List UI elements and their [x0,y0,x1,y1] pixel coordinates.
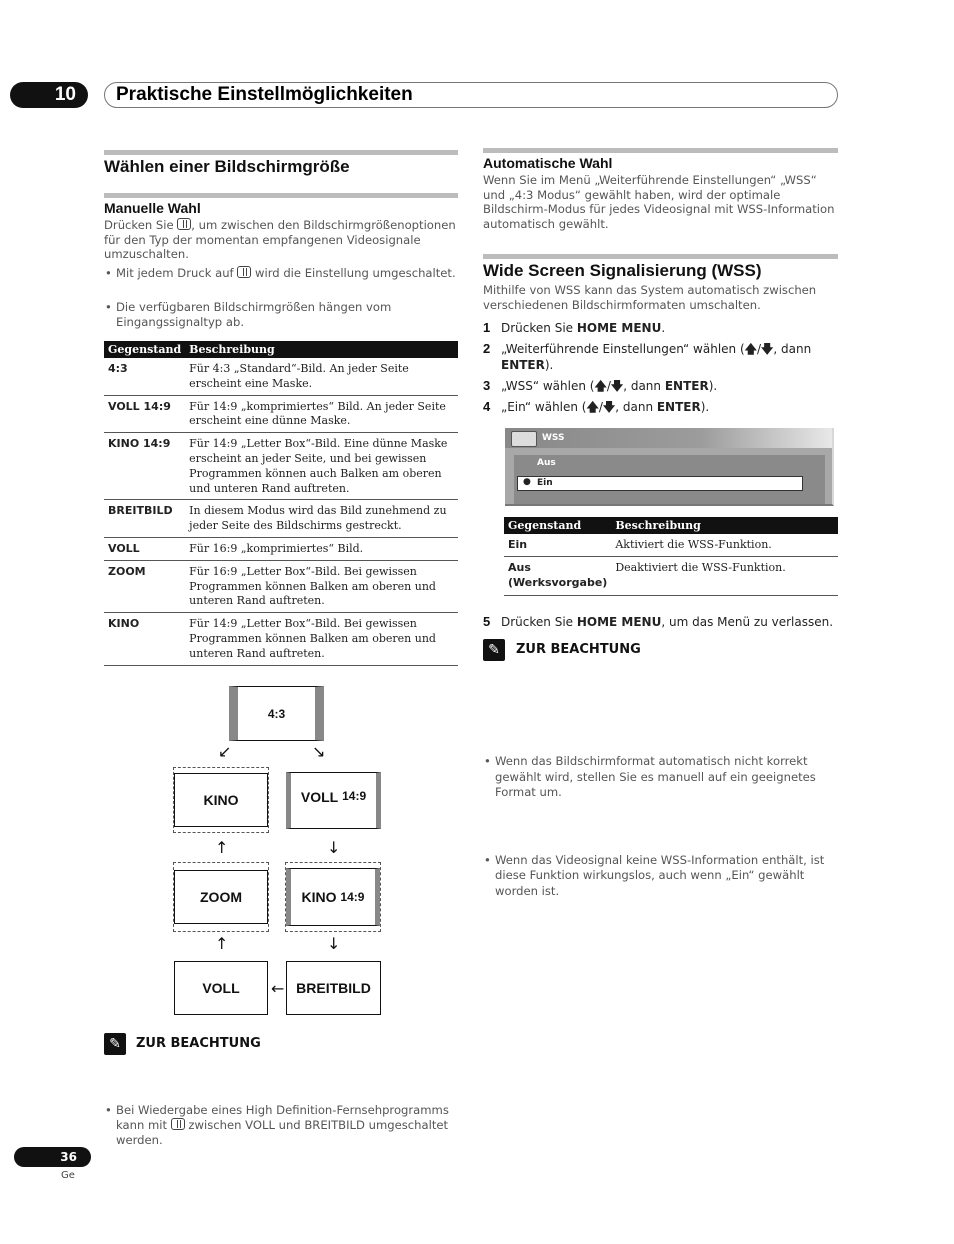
menu-option-ein[interactable]: ● Ein [517,476,803,491]
section-rule [483,254,838,259]
subsection-heading: Manuelle Wahl [104,200,201,216]
screen-size-button-icon [177,218,191,230]
chapter-title: Praktische Einstellmöglichkeiten [104,82,838,108]
wss-table [504,517,838,596]
table-header: Gegenstand [104,341,185,358]
table-row: ZOOM Für 16:9 „Letter Box“-Bild. Bei gewissen Programmen können Balken am oberen und unteren Rand auftreten. [104,560,458,612]
note-bullet: • Wenn das Bildschirmformat automatisch nicht korrekt gewählt wird, stellen Sie es manuell auf ein geeignetes Format um. [483,754,833,801]
table-row: KINO Für 14:9 „Letter Box“-Bild. Bei gewissen Programmen können Balken am oberen und unteren Rand auftreten. [104,613,458,665]
menu-option-aus[interactable]: Aus [537,458,556,468]
selected-dot-icon: ● [523,477,531,487]
screen-size-table [104,341,458,666]
arrow-down-icon: 🡇 [761,342,774,356]
table-header: Beschreibung [611,517,838,534]
page-number: 36 [14,1147,91,1167]
step-3: 3 „WSS“ wählen (🡅/🡇, dann ENTER). [483,378,718,393]
arrow-up-icon: ↑ [215,838,229,857]
mode-4-3-box: 4:3 [229,686,324,741]
table-row: Aus (Werksvorgabe) Deaktiviert die WSS-Funktion. [504,556,838,596]
menu-panel [514,455,825,504]
note-bullet: • Wenn das Videosignal keine WSS-Information enthält, ist diese Funktion wirkungslos, auch wenn „Ein“ gewählt worden ist. [483,853,833,900]
bullet-item: • Die verfügbaren Bildschirmgrößen hängen vom Eingangssignaltyp ab. [104,300,434,330]
subsection-rule [104,193,458,198]
table-header: Beschreibung [185,341,458,358]
table-row: 4:3 Für 4:3 „Standard“-Bild. An jeder Seite erscheint eine Maske. [104,358,458,395]
table-header: Gegenstand [504,517,611,534]
table-row: VOLL 14:9 Für 14:9 „komprimiertes“ Bild. An jeder Seite erscheint eine dünne Maske. [104,395,458,433]
arrow-down-icon: ↓ [327,838,341,857]
step-5: 5 Drücken Sie HOME MENU, um das Menü zu verlassen. [483,614,834,629]
paragraph: Mithilfe von WSS kann das System automatisch zwischen verschiedenen Bildschirmformaten umschalten. [483,283,817,312]
table-row: KINO 14:9 Für 14:9 „Letter Box“-Bild. Eine dünne Maske erscheint an jeder Seite, und bei gewissen Programmen können auch Balken am oberen und unteren Rand auftreten. [104,433,458,500]
step-1: 1 Drücken Sie HOME MENU. [483,320,666,335]
mode-voll-14-9-box: VOLL 14:9 [286,772,381,829]
arrow-up-icon: 🡅 [586,400,599,414]
mode-zoom-box: ZOOM [174,870,268,924]
arrow-down-icon: ↓ [327,934,341,953]
bullet-item: • Mit jedem Druck auf wird die Einstellung umgeschaltet. [104,266,464,281]
step-2: 2 „Weiterführende Einstellungen“ wählen (🡅/🡇, dann ENTER). [483,341,812,372]
language-code: Ge [61,1170,75,1181]
mode-kino-box: KINO [174,773,268,827]
section-title: Wide Screen Signalisierung (WSS) [483,261,762,280]
section-rule [104,150,458,155]
screen-size-button-icon [171,1118,185,1130]
paragraph: Wenn Sie im Menü „Weiterführende Einstellungen“ „WSS“ und „4:3 Modus“ gewählt haben, wird der optimale Bildschirm-Modus für jedes Videosignal mit WSS-Information automatisch gewählt. [483,173,835,231]
arrow-down-icon: 🡇 [602,400,616,414]
arrow-up-icon: 🡅 [594,379,607,393]
note-bullet: • Bei Wiedergabe eines High Definition-Fernsehprogramms kann mit zwischen VOLL und BREITBILD umgeschaltet werden. [104,1103,460,1148]
arrow-down-icon: 🡇 [610,379,624,393]
arrow-down-left-icon: ↙ [218,742,232,761]
mode-breitbild-box: BREITBILD [286,961,381,1015]
arrow-down-right-icon: ↘ [312,742,326,761]
screen-size-button-icon [237,266,251,278]
arrow-up-icon: ↑ [215,934,229,953]
subsection-rule [483,148,838,153]
toolbox-icon [511,431,537,447]
table-row: Ein Aktiviert die WSS-Funktion. [504,534,838,556]
note-pencil-icon: ✎ [483,639,505,661]
mode-voll-box: VOLL [174,961,268,1015]
chapter-number: 10 [10,82,88,108]
subsection-heading: Automatische Wahl [483,155,613,171]
menu-title: WSS [542,433,565,443]
wss-menu [505,428,834,506]
table-row: BREITBILD In diesem Modus wird das Bild zunehmend zu jeder Seite des Bildschirms gestreckt. [104,500,458,538]
mode-kino-14-9-box: KINO 14:9 [286,868,380,926]
note-heading: ZUR BEACHTUNG [516,642,641,657]
note-heading: ZUR BEACHTUNG [136,1036,261,1051]
note-pencil-icon: ✎ [104,1033,126,1055]
table-row: VOLL Für 16:9 „komprimiertes“ Bild. [104,537,458,560]
step-4: 4 „Ein“ wählen (🡅/🡇, dann ENTER). [483,399,710,414]
arrow-up-icon: 🡅 [744,342,757,356]
paragraph: Drücken Sie , um zwischen den Bildschirmgrößenoptionen für den Typ der momentan empfangenen Videosignale umzuschalten. [104,218,456,262]
arrow-left-icon: ← [271,979,285,998]
section-title: Wählen einer Bildschirmgröße [104,157,350,176]
